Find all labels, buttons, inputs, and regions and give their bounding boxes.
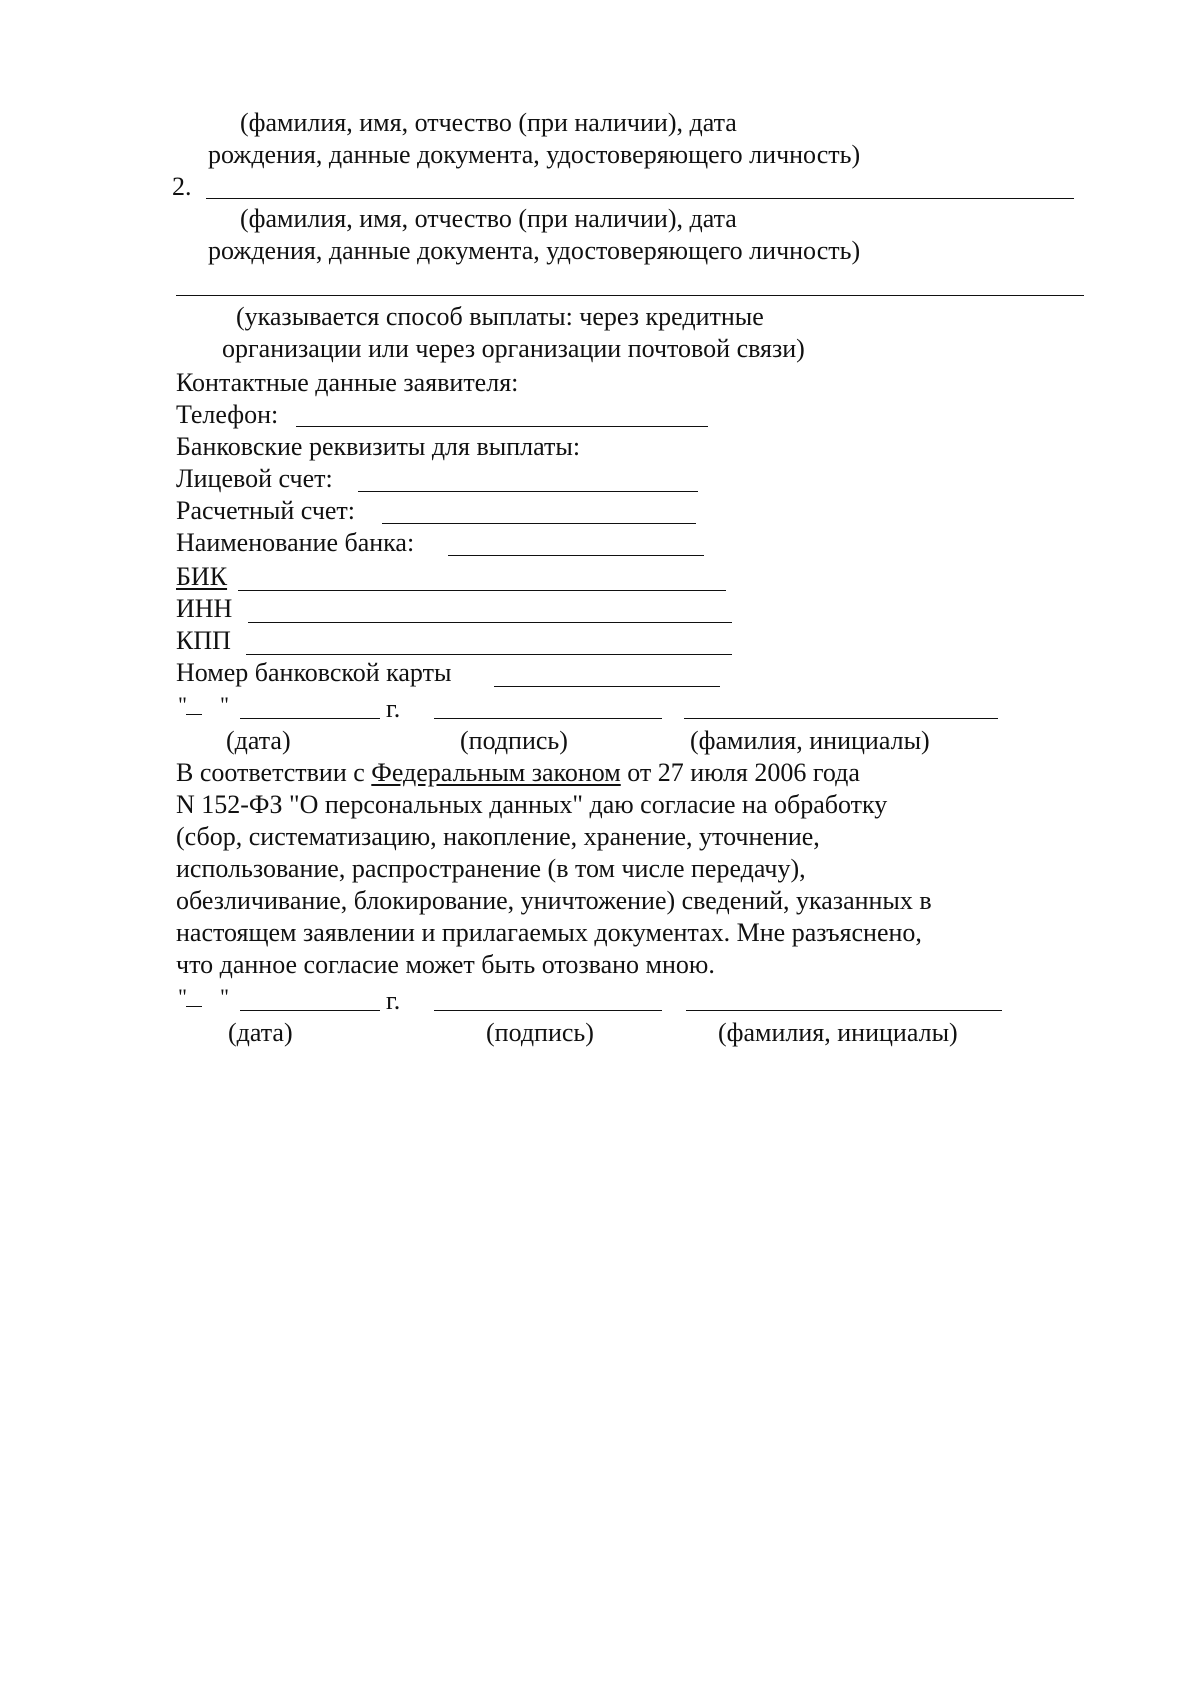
payment-method-input-line[interactable]	[176, 295, 1084, 296]
signature1-date-input-line[interactable]	[240, 718, 380, 719]
personal-account-input-line[interactable]	[358, 491, 698, 492]
applicant1-caption-line2: рождения, данные документа, удостоверяющего личность)	[208, 140, 861, 169]
signature1-quote-open: "	[178, 692, 187, 717]
contacts-heading: Контактные данные заявителя:	[176, 368, 519, 397]
signature2-signature-input-line[interactable]	[434, 1010, 662, 1011]
inn-input-line[interactable]	[248, 622, 732, 623]
phone-label: Телефон:	[176, 400, 279, 429]
signature1-day-input-line[interactable]	[186, 714, 202, 715]
inn-label: ИНН	[176, 594, 233, 623]
signature1-signature-input-line[interactable]	[434, 718, 662, 719]
signature2-day-input-line[interactable]	[186, 1006, 202, 1007]
consent-line1-post: от 27 июля 2006 года	[620, 758, 860, 787]
consent-line7: что данное согласие может быть отозвано мною.	[176, 950, 715, 979]
signature2-signature-caption: (подпись)	[486, 1018, 594, 1047]
federal-law-link[interactable]: Федеральным законом	[371, 758, 621, 787]
personal-account-label: Лицевой счет:	[176, 464, 333, 493]
bank-name-input-line[interactable]	[448, 555, 704, 556]
signature2-date-input-line[interactable]	[240, 1010, 380, 1011]
consent-line3: (сбор, систематизацию, накопление, хранение, уточнение,	[176, 822, 820, 851]
consent-line2: N 152-ФЗ "О персональных данных" даю согласие на обработку	[176, 790, 888, 819]
signature1-date-caption: (дата)	[226, 726, 291, 755]
signature2-year-suffix: г.	[386, 986, 401, 1015]
signature2-name-input-line[interactable]	[686, 1010, 1002, 1011]
consent-line4: использование, распространение (в том числе передачу),	[176, 854, 806, 883]
signature1-name-caption: (фамилия, инициалы)	[690, 726, 930, 755]
signature1-signature-caption: (подпись)	[460, 726, 568, 755]
payment-method-caption-line1: (указывается способ выплаты: через кредитные	[236, 302, 764, 331]
phone-input-line[interactable]	[296, 426, 708, 427]
signature1-year-suffix: г.	[386, 694, 401, 723]
applicant2-input-line[interactable]	[206, 198, 1074, 199]
consent-line1-pre: В соответствии с	[176, 758, 372, 787]
payment-method-caption-line2: организации или через организации почтовой связи)	[222, 334, 805, 363]
signature2-name-caption: (фамилия, инициалы)	[718, 1018, 958, 1047]
bank-name-label: Наименование банка:	[176, 528, 415, 557]
kpp-input-line[interactable]	[246, 654, 732, 655]
consent-line1	[176, 758, 860, 788]
applicant2-caption-line1: (фамилия, имя, отчество (при наличии), дата	[240, 204, 737, 233]
card-number-label: Номер банковской карты	[176, 658, 452, 687]
applicant2-caption-line2: рождения, данные документа, удостоверяющего личность)	[208, 236, 861, 265]
card-number-input-line[interactable]	[494, 686, 720, 687]
bank-heading: Банковские реквизиты для выплаты:	[176, 432, 581, 461]
bik-input-line[interactable]	[238, 590, 726, 591]
settlement-account-input-line[interactable]	[382, 523, 696, 524]
signature2-quote-open: "	[178, 984, 187, 1009]
signature2-quote-close: "	[220, 984, 229, 1009]
kpp-label: КПП	[176, 626, 231, 655]
bik-label: БИК	[176, 562, 228, 591]
consent-line6: настоящем заявлении и прилагаемых документах. Мне разъяснено,	[176, 918, 922, 947]
applicant1-caption-line1: (фамилия, имя, отчество (при наличии), дата	[240, 108, 737, 137]
signature2-date-caption: (дата)	[228, 1018, 293, 1047]
signature1-name-input-line[interactable]	[684, 718, 998, 719]
settlement-account-label: Расчетный счет:	[176, 496, 356, 525]
signature1-quote-close: "	[220, 692, 229, 717]
applicant2-number: 2.	[172, 172, 192, 201]
consent-line5: обезличивание, блокирование, уничтожение) сведений, указанных в	[176, 886, 932, 915]
